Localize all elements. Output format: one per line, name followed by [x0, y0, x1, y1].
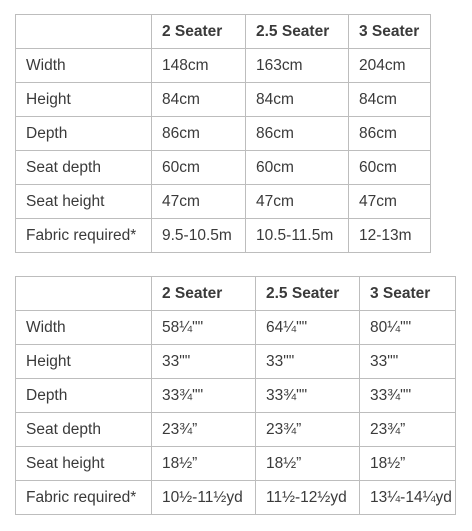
table-cell: 86cm — [349, 117, 431, 151]
table-cell: 23¾” — [152, 413, 256, 447]
table-row — [16, 345, 456, 379]
imperial-dimensions-table — [15, 276, 456, 515]
table-cell: 33¾"" — [256, 379, 360, 413]
table-row — [16, 311, 456, 345]
table-cell: 33"" — [152, 345, 256, 379]
table-cell: 9.5-10.5m — [152, 219, 246, 253]
row-label: Height — [16, 83, 152, 117]
table-cell: 148cm — [152, 49, 246, 83]
row-label: Height — [16, 345, 152, 379]
table-cell: 33"" — [360, 345, 456, 379]
table-row — [16, 117, 431, 151]
table-cell: 18½” — [360, 447, 456, 481]
table-cell: 18½” — [256, 447, 360, 481]
header-cell-empty — [16, 277, 152, 311]
table-cell: 64¼"" — [256, 311, 360, 345]
row-label: Fabric required* — [16, 481, 152, 515]
table-row — [16, 379, 456, 413]
header-cell-2-seater: 2 Seater — [152, 15, 246, 49]
table-row — [16, 49, 431, 83]
table-header-row — [16, 277, 456, 311]
table-cell: 23¾” — [360, 413, 456, 447]
table-row — [16, 151, 431, 185]
header-cell-2-5-seater: 2.5 Seater — [256, 277, 360, 311]
row-label: Depth — [16, 379, 152, 413]
row-label: Width — [16, 311, 152, 345]
table-cell: 33¾"" — [152, 379, 256, 413]
table-cell: 86cm — [246, 117, 349, 151]
row-label: Depth — [16, 117, 152, 151]
table-cell: 58¼"" — [152, 311, 256, 345]
table-cell: 33¾"" — [360, 379, 456, 413]
row-label: Width — [16, 49, 152, 83]
table-row — [16, 219, 431, 253]
table-row — [16, 413, 456, 447]
table-cell: 10½-11½yd — [152, 481, 256, 515]
table-row — [16, 481, 456, 515]
table-cell: 60cm — [246, 151, 349, 185]
table-row — [16, 83, 431, 117]
row-label: Seat depth — [16, 151, 152, 185]
table-cell: 84cm — [246, 83, 349, 117]
table-cell: 80¼"" — [360, 311, 456, 345]
header-cell-2-seater: 2 Seater — [152, 277, 256, 311]
header-cell-empty — [16, 15, 152, 49]
header-cell-3-seater: 3 Seater — [360, 277, 456, 311]
header-cell-2-5-seater: 2.5 Seater — [246, 15, 349, 49]
table-cell: 60cm — [349, 151, 431, 185]
table-cell: 13¼-14¼yd — [360, 481, 456, 515]
table-cell: 60cm — [152, 151, 246, 185]
table-cell: 10.5-11.5m — [246, 219, 349, 253]
table-cell: 47cm — [349, 185, 431, 219]
table-cell: 11½-12½yd — [256, 481, 360, 515]
row-label: Fabric required* — [16, 219, 152, 253]
table-row — [16, 185, 431, 219]
table-cell: 84cm — [349, 83, 431, 117]
table-cell: 18½” — [152, 447, 256, 481]
table-cell: 47cm — [152, 185, 246, 219]
table-cell: 47cm — [246, 185, 349, 219]
header-cell-3-seater: 3 Seater — [349, 15, 431, 49]
row-label: Seat depth — [16, 413, 152, 447]
table-header-row — [16, 15, 431, 49]
table-cell: 163cm — [246, 49, 349, 83]
table-cell: 33"" — [256, 345, 360, 379]
table-row — [16, 447, 456, 481]
table-cell: 12-13m — [349, 219, 431, 253]
table-cell: 204cm — [349, 49, 431, 83]
row-label: Seat height — [16, 447, 152, 481]
metric-dimensions-table — [15, 14, 431, 253]
table-cell: 23¾” — [256, 413, 360, 447]
table-cell: 84cm — [152, 83, 246, 117]
table-cell: 86cm — [152, 117, 246, 151]
row-label: Seat height — [16, 185, 152, 219]
